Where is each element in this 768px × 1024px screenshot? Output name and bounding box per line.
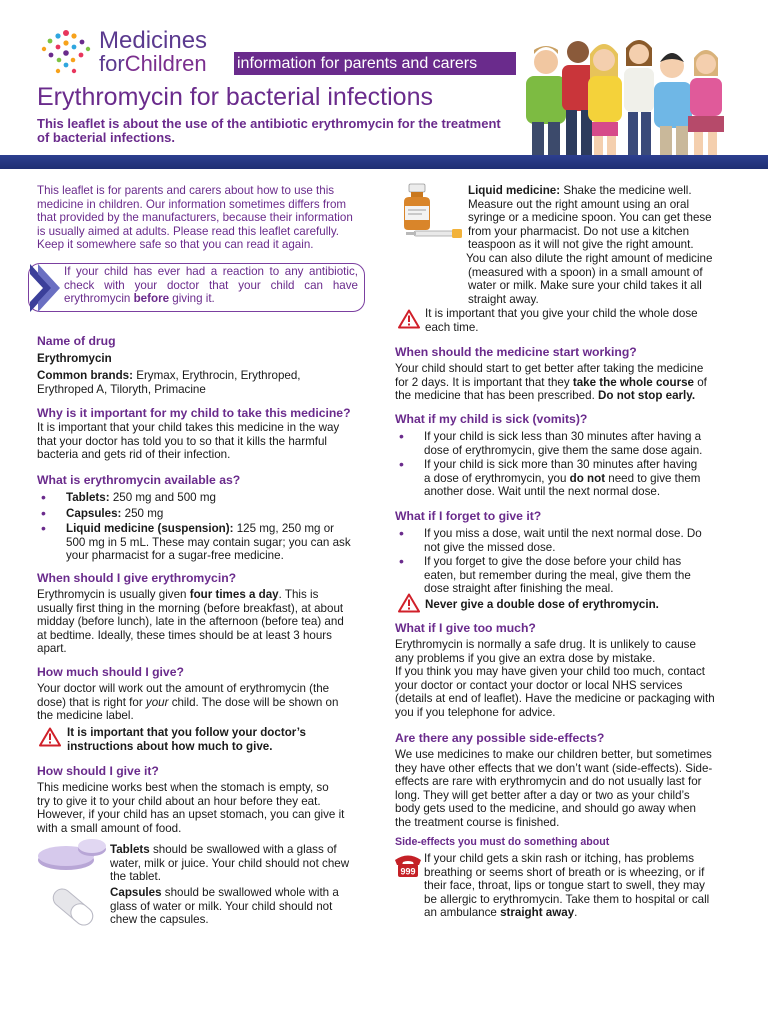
- capsules-label: Capsules: [110, 886, 162, 899]
- available-list: [37, 491, 377, 563]
- warning-triangle-icon: [39, 727, 61, 747]
- list-line: dose straight after finishing the meal.: [424, 582, 614, 596]
- brand-name-for-children: [99, 52, 207, 76]
- why-text: [37, 421, 367, 462]
- warning-line: It is important that you give your child the whole dose: [425, 307, 698, 320]
- list-line: another dose. Wait until the next normal dose.: [424, 485, 661, 499]
- when-emphasis: four times a day: [189, 588, 279, 601]
- brands-line: Erythroped A, Tiloryth, Primacine: [37, 382, 206, 396]
- how-much-part: child. The dose will be shown on: [168, 695, 339, 709]
- tablets-label: Tablets: [110, 843, 150, 856]
- liquid-line: straight away.: [468, 292, 539, 306]
- section-heading-when-give: When should I give erythromycin?: [37, 571, 237, 585]
- start-emphasis: take the whole course: [572, 375, 694, 389]
- list-line: [66, 522, 377, 536]
- why-line: bacteria and gets rid of their infection.: [37, 448, 231, 462]
- tablets-line: water, milk or juice. Your child should not chew: [110, 856, 350, 870]
- start-working-text: [395, 362, 745, 403]
- urgent-emphasis: straight away: [500, 906, 575, 920]
- how-give-line: However, if your child has an upset stomach, you can give it: [37, 808, 345, 822]
- how-much-line: Your doctor will work out the amount of erythromycin (the: [37, 682, 330, 695]
- capsules-line: glass of water or milk. Your child should not: [110, 899, 333, 913]
- how-give-line: try to give it to your child about an hour before they eat.: [37, 794, 321, 808]
- list-emphasis: do not: [569, 471, 606, 485]
- urgent-line: breathing or seems short of breath or is wheezing, or if: [424, 865, 705, 879]
- side-effects-line: the treatment course is finished.: [395, 815, 560, 829]
- liquid-line: teaspoon as it will not give the right amount.: [468, 238, 694, 252]
- list-item: [37, 491, 377, 505]
- start-line: [395, 389, 745, 403]
- when-line: at bedtime. Ideally, these times should be at least 3 hours: [37, 628, 332, 642]
- how-much-part: dose) that is right for: [37, 695, 146, 709]
- section-heading-name-of-drug: Name of drug: [37, 334, 116, 348]
- capsule-icon: [48, 884, 98, 930]
- start-part: the medicine that has been prescribed.: [395, 389, 599, 403]
- about-line: is usually aimed at adults. Please read this leaflet carefully.: [37, 224, 340, 238]
- urgent-part: .: [574, 906, 578, 920]
- warning-triangle-icon: [398, 593, 420, 613]
- emergency-number-label: 999: [400, 866, 416, 877]
- list-line: not give the missed dose.: [424, 540, 556, 554]
- how-much-emphasis: your: [145, 695, 169, 709]
- callout-part: giving it.: [169, 292, 215, 306]
- brands-label: Common brands:: [37, 369, 133, 382]
- liquid-line: You can also dilute the right amount of medicine: [466, 251, 713, 265]
- section-heading-side-effects: Are there any possible side-effects?: [395, 731, 605, 745]
- list-text: 250 mg: [121, 506, 164, 520]
- list-line: dose of erythromycin, give them the same dose again.: [424, 443, 703, 457]
- list-line: • If your child is sick more than 30 minutes after having: [424, 458, 698, 472]
- callout-emphasis: before: [133, 292, 170, 306]
- tablets-line: the tablet.: [110, 870, 161, 884]
- capsules-line: [110, 886, 370, 900]
- start-line: [395, 376, 745, 390]
- section-heading-start-working: When should the medicine start working?: [395, 345, 637, 359]
- urgent-side-effects-text: [424, 852, 754, 920]
- how-give-line: This medicine works best when the stomach is empty, so: [37, 781, 329, 794]
- list-line: • If you forget to give the dose before your child has: [424, 555, 682, 569]
- how-much-text: [37, 682, 367, 723]
- side-effects-line: they have other effects that we don’t want (side-effects). Side-: [395, 761, 713, 775]
- when-line: midday (before lunch), late in the afternoon (before tea) and: [37, 615, 344, 629]
- too-much-line: any problems if you give an extra dose by mistake.: [395, 651, 656, 665]
- double-dose-warning: Never give a double dose of erythromycin.: [425, 598, 659, 611]
- start-part: for 2 days. It is important that they: [395, 375, 573, 389]
- section-heading-how-much: How much should I give?: [37, 665, 184, 679]
- urgent-line: their face, throat, lips or tongue start to swell, they may: [424, 879, 705, 893]
- section-heading-why: Why is it important for my child to take this medicine?: [37, 406, 351, 420]
- warning-triangle-icon: [398, 309, 420, 329]
- why-line: that your doctor has told you to so that it kills the harmful: [37, 434, 327, 448]
- list-label: Tablets:: [66, 491, 110, 504]
- brands-text: Erymax, Erythrocin, Erythroped,: [132, 369, 301, 382]
- too-much-line: (details at end of leaflet). Have the medicine or packaging with: [395, 692, 715, 706]
- medicines-for-children-logo-icon: [38, 27, 94, 77]
- list-line: • If you miss a dose, wait until the next normal dose. Do: [424, 527, 702, 540]
- tablets-instructions: [110, 843, 370, 884]
- list-line: [424, 472, 745, 486]
- when-line: [37, 588, 367, 602]
- liquid-line: Measure out the right amount using an oral: [468, 197, 690, 211]
- liquid-line: (measured with a spoon) in a small amount of: [468, 265, 703, 279]
- capsules-text: should be swallowed whole with a: [161, 886, 339, 899]
- when-part: . This is: [278, 588, 319, 601]
- intro-lead: This leaflet is about the use of the antibiotic erythromycin for the treatment of bacterial infections.: [37, 116, 501, 145]
- page-title: Erythromycin for bacterial infections: [37, 83, 433, 111]
- when-line: apart.: [37, 642, 67, 656]
- list-item: [37, 507, 377, 521]
- common-brands: [37, 369, 367, 396]
- liquid-line: water or milk. Make sure your child takes it all: [468, 279, 702, 293]
- section-heading-vomits: What if my child is sick (vomits)?: [395, 412, 588, 426]
- list-line: your pharmacist for a sugar-free medicine.: [66, 549, 284, 563]
- capsules-line: chew the capsules.: [110, 913, 209, 927]
- about-line: that provided by the manufacturers, because their information: [37, 211, 353, 225]
- list-text: 125 mg, 250 mg or: [233, 522, 335, 536]
- warning-line: It is important that you follow your doctor’s: [67, 726, 306, 739]
- how-much-line: the medicine label.: [37, 709, 134, 723]
- tablets-line: [110, 843, 370, 857]
- tagline-banner: information for parents and carers: [234, 52, 518, 75]
- tablets-icon: [36, 836, 108, 872]
- liquid-text: Shake the medicine well.: [560, 184, 692, 197]
- brand-children: Children: [124, 51, 207, 76]
- tablets-text: should be swallowed with a glass of: [149, 843, 337, 856]
- urgent-line: [424, 906, 754, 920]
- forget-list: [395, 527, 745, 596]
- how-much-line: [37, 696, 367, 710]
- vomits-list: [395, 430, 745, 499]
- warning-line: each time.: [425, 320, 479, 334]
- warning-line: instructions about how much to give.: [67, 739, 273, 753]
- brand-for: for: [99, 51, 125, 76]
- list-item: [395, 527, 745, 554]
- when-give-text: [37, 588, 367, 656]
- section-heading-how-give: How should I give it?: [37, 764, 159, 778]
- liquid-line: from your pharmacist. Do not use a kitchen: [468, 224, 690, 238]
- when-line: usually first thing in the morning (before breakfast), at about: [37, 601, 344, 615]
- list-line: eaten, but remember during the meal, give them the: [424, 568, 691, 582]
- start-part: of: [694, 375, 707, 389]
- whole-dose-warning: [425, 307, 725, 334]
- list-label: Capsules:: [66, 506, 122, 520]
- start-emphasis: Do not stop early.: [598, 389, 696, 403]
- why-line: It is important that your child takes this medicine in the way: [37, 421, 340, 434]
- capsules-instructions: [110, 886, 370, 927]
- urgent-line: If your child gets a skin rash or itching, has problems: [424, 852, 695, 865]
- how-much-warning: [67, 726, 367, 753]
- side-effects-line: We use medicines to make our children better, but sometimes: [395, 748, 712, 761]
- too-much-line: Erythromycin is normally a safe drug. It is unlikely to cause: [395, 638, 696, 651]
- section-heading-too-much: What if I give too much?: [395, 621, 536, 635]
- too-much-line: you if you telephone for advice.: [395, 705, 556, 719]
- chevron-arrow-icon: [24, 262, 64, 314]
- urgent-line: be allergic to erythromycin. Take them to hospital or call: [424, 892, 710, 906]
- about-line: medicine in children. Our information sometimes differs from: [37, 197, 347, 211]
- brand-name-medicines: Medicines: [99, 27, 208, 54]
- start-line: Your child should start to get better after taking the medicine: [395, 362, 704, 375]
- header-band: [0, 155, 768, 169]
- list-item: [395, 555, 745, 596]
- how-give-line: with a small amount of food.: [37, 821, 182, 835]
- about-line: Keep it somewhere safe so that you can read it again.: [37, 238, 314, 252]
- list-item: [395, 458, 745, 499]
- emergency-phone-icon: [393, 852, 423, 878]
- list-part: need to give them: [605, 471, 701, 485]
- liquid-label: Liquid medicine:: [468, 184, 561, 197]
- how-give-text: [37, 781, 367, 835]
- too-much-line: your doctor or contact your doctor or local NHS services: [395, 678, 683, 692]
- side-effects-line: effects are rare with erythromycin and do not usually last for: [395, 775, 702, 789]
- list-item: [395, 430, 745, 457]
- list-part: a dose of erythromycin, you: [424, 471, 570, 485]
- list-line: • If your child is sick less than 30 minutes after having a: [424, 430, 702, 443]
- too-much-text: [395, 638, 745, 720]
- about-leaflet-text: [37, 184, 373, 252]
- list-item: [37, 522, 377, 563]
- callout-part: If your child has ever had a reaction to any antibiotic, check with your doctor that your child can have erythromycin: [64, 265, 358, 306]
- allergy-callout-text: [64, 265, 358, 306]
- drug-name: Erythromycin: [37, 352, 112, 365]
- liquid-line: syringe or a medicine spoon. You can get these: [468, 211, 712, 225]
- urgent-part: an ambulance: [424, 906, 501, 920]
- liquid-line: [468, 184, 758, 198]
- list-label: Liquid medicine (suspension):: [66, 522, 234, 536]
- list-line: 500 mg in 5 mL. These may contain sugar; you can ask: [66, 535, 351, 549]
- side-effects-line: long. They will get better after a day or two as your child’s: [395, 788, 690, 802]
- liquid-medicine-instructions: [468, 184, 758, 306]
- section-heading-forget: What if I forget to give it?: [395, 509, 542, 523]
- children-photo: [516, 18, 768, 170]
- about-line: This leaflet is for parents and carers about how to use this: [37, 184, 335, 197]
- urgent-side-effects-subheading: Side-effects you must do something about: [395, 836, 610, 848]
- when-part: Erythromycin is usually given: [37, 588, 190, 601]
- side-effects-text: [395, 748, 745, 830]
- liquid-medicine-bottle-icon: [396, 182, 466, 242]
- section-heading-available: What is erythromycin available as?: [37, 473, 241, 487]
- too-much-line: If you think you may have given your child too much, contact: [395, 665, 705, 679]
- side-effects-line: body gets used to the medicine, and should go away when: [395, 802, 696, 816]
- brands-line: [37, 369, 367, 383]
- list-text: 250 mg and 500 mg: [109, 491, 216, 504]
